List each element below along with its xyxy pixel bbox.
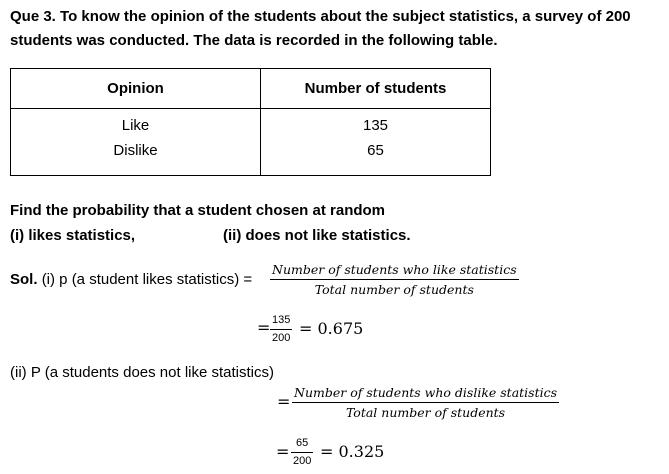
equals-sign-1: = xyxy=(257,318,271,337)
fraction-135-denominator: 200 xyxy=(272,332,291,344)
opinion-like: Like xyxy=(121,117,150,134)
fraction-135-numerator: 135 xyxy=(272,314,291,326)
fraction-dislikes-denominator: Total number of students xyxy=(345,405,506,420)
question-line-1: Que 3. To know the opinion of the students about the subject statistics, a survey of 200 xyxy=(10,8,631,25)
table-header-count: Number of students xyxy=(261,69,491,109)
fraction-likes-formula xyxy=(270,262,519,297)
fraction-dislikes-formula xyxy=(292,385,559,420)
fraction-bar xyxy=(270,279,519,280)
opinion-dislike: Dislike xyxy=(113,142,158,159)
count-cell xyxy=(261,109,491,176)
fraction-65-numerator: 65 xyxy=(296,437,309,449)
equals-sign-2: = xyxy=(277,392,291,411)
opinion-cell xyxy=(11,109,261,176)
table-header-row xyxy=(11,69,491,109)
count-like: 135 xyxy=(362,117,389,134)
count-dislike: 65 xyxy=(367,142,384,159)
task-part-ii: (ii) does not like statistics. xyxy=(223,227,411,244)
fraction-likes-denominator: Total number of students xyxy=(314,282,474,297)
fraction-likes-numerator: Number of students who like statistics xyxy=(272,262,517,277)
solution-part-ii-line: (ii) P (a students does not like statistics) xyxy=(10,364,274,381)
fraction-bar xyxy=(292,402,559,403)
fraction-135-200 xyxy=(270,314,292,345)
fraction-65-denominator: 200 xyxy=(293,455,312,467)
part-i-text: (i) p (a student likes statistics) = xyxy=(41,271,253,288)
survey-table xyxy=(10,68,491,176)
table-header-opinion: Opinion xyxy=(11,69,261,109)
fraction-65-200 xyxy=(291,437,313,468)
sol-label: Sol. xyxy=(10,271,38,288)
fraction-bar xyxy=(291,452,313,453)
result-likes: = 0.675 xyxy=(299,319,364,338)
result-dislikes: = 0.325 xyxy=(320,442,385,461)
task-line-1: Find the probability that a student chosen at random xyxy=(10,202,386,219)
equals-sign-3: = xyxy=(276,442,290,461)
task-part-i: (i) likes statistics, xyxy=(10,227,136,244)
fraction-dislikes-numerator: Number of students who dislike statistics xyxy=(294,385,558,400)
table-body-row xyxy=(11,109,491,176)
solution-part-i-line xyxy=(10,271,252,288)
question-line-2: students was conducted. The data is recorded in the following table. xyxy=(10,32,498,49)
fraction-bar xyxy=(270,329,292,330)
